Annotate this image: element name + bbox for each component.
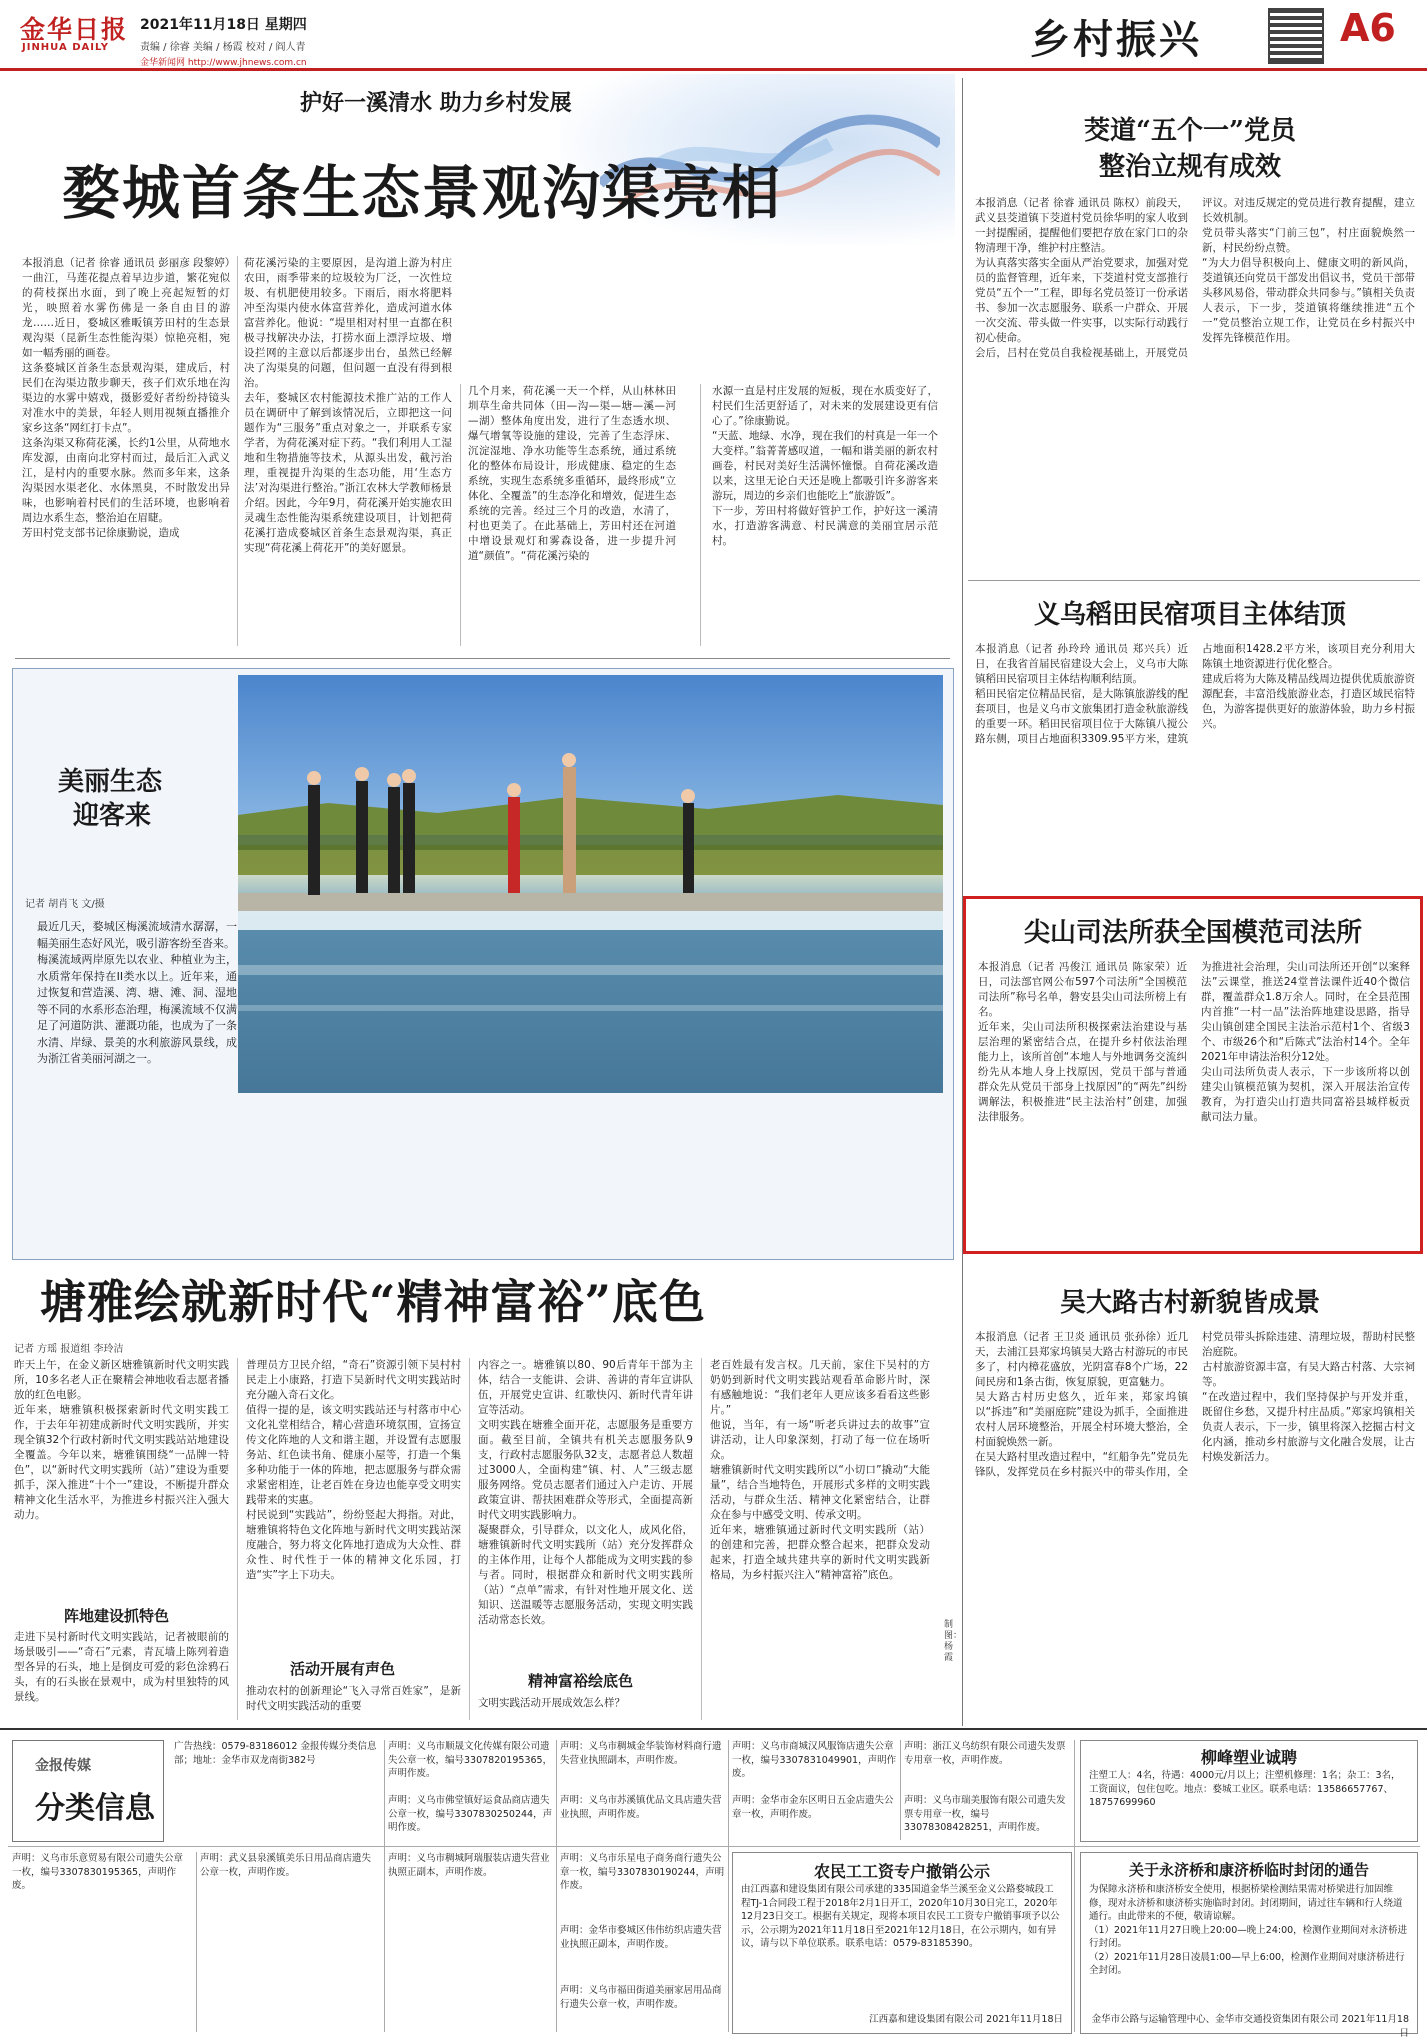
river-photo <box>238 675 943 1093</box>
classified-cell-3: 声明：义乌市稠城金华装饰材料商行遗失营业执照副本，声明作废。 <box>560 1741 722 1766</box>
lead-column-1: 本报消息（记者 徐睿 通讯员 彭丽彦 段黎婷）一曲江，马莲花提点着早边步道，繁花宛似的荷枝探出水面，到了晚上亮起短暂的灯光，映照着水雾伤佛是一条自由目的游龙……近日，婺城区雅畈镇芳田村的生态景观沟渠（昆新生态性能沟渠）惊艳亮相，宛如一幅秀丽的画卷。 这条婺城区首条生态景观沟渠，建成后，村民们在沟渠边散步聊天，孩子们欢乐地在沟渠边的水雾中嬉戏，摄影爱好者纷纷持镜头对准水中的美景，年轻人则用视频直播推介家乡这条“网红打卡点”。 这条沟渠又称荷花溪，长约1公里，从荷地水库发源，由南向北穿村而过，最后汇入武义江，是村内的重要水脉。然而多年来，这条沟渠因水渠老化、水体黑臭，不时散发出异味，也影响着村民们的生活环境，也影响着周边水系生态，整治迫在眉睫。 芳田村党支部书记徐康勤说，造成 <box>22 257 230 539</box>
bridge-notice <box>1080 1852 1418 2039</box>
tangya-column-4: 老百姓最有发言权。几天前，家住下吴村的方奶奶到新时代文明实践站观看革命影片时，深有感触地说：“我们老年人更应该多看看这些影片。” 他说，当年，有一场“听老兵讲过去的故事”宣讲活动，让人印象深刻，打动了每一位在场听众。 塘雅镇新时代文明实践所以“小切口”撬动“大能量”，结合当地特色，开展形式多样的文明实践活动，与群众生活、精神文化紧密结合，让群众在参与中感受文明、传承文明。 近年来，塘雅镇通过新时代文明实践所（站）的创建和完善，把群众整合起来，把群众发动起来，打造全域共建共享的新时代文明实践新格局，为乡村振兴注入“精神富裕”底色。 <box>710 1359 930 1581</box>
bridge-notice-text: 为保障永济桥和康济桥安全使用，根据桥梁检测结果需对桥梁进行加固维修，现对永济桥和康济桥实施临时封闭。封闭期间，请过往车辆和行人绕道通行。由此带来的不便，敬请谅解。 （1）2021年11月27日晚上20:00—晚上24:00，检测作业期间对永济桥进行封闭。 （2）2021年11月28日凌晨1:00—早上6:00，检测作业期间对康济桥进行全封闭。 <box>1089 1884 1408 1976</box>
classified-cell-8: 声明：义乌市稠城阿瑞服装店遗失营业执照正副本，声明作废。 <box>388 1853 550 1878</box>
tangya-column-3: 内容之一。塘雅镇以80、90后青年干部为主体，结合一支能讲、会讲、善讲的青年宣讲队伍，开展党史宣讲、红歌快闪、新时代青年讲宣等活动。 文明实践在塘雅全面开花，志愿服务是重要方面。截至目前，全镇共有机关志愿服务队9支，行政村志愿服务队32支，志愿者总人数超过3000人，全面构建“镇、村、人”三级志愿服务网络。党员志愿者们通过入户走访、开展政策宣讲、帮扶困难群众等形式，全面提高新时代文明实践影响力。 凝聚群众，引导群众，以文化人，成风化俗，塘雅镇新时代文明实践所（站）充分发挥群众的主体作用，让每个人都能成为文明实践的参与者。同时，根据群众和新时代文明实践所（站）“点单”需求，有针对性地开展文化、送知识、送温暖等志愿服务活动，实现文明实践活动常态长效。 <box>478 1359 693 1626</box>
photo-feature-byline: 记者 胡肖飞 文/摄 <box>25 899 105 910</box>
classified-cell-15: 声明：义乌市苏溪镇优品文具店遗失营业执照，声明作废。 <box>560 1795 722 1820</box>
lead-column-4: 水源一直是村庄发展的短板，现在水质变好了，村民们生活更舒适了，对未来的发展建设更有信心了。”徐康勤说。 “天蓝、地绿、水净，现在我们的村真是一年一个大变样。”翁菁菁感叹道，一幅和谐美丽的新农村画卷，村民对美好生活满怀憧憬。自荷花溪改造以来，这里无论白天还是晚上都吸引许多游客来游玩，周边的乡亲们也能吃上“旅游饭”。 下一步，芳田村将做好管护工作，护好这一溪清水，打造游客满意、村民满意的美丽宜居示范村。 <box>712 385 938 547</box>
article-jianshan-title: 尖山司法所获全国模范司法所 <box>1023 918 1362 948</box>
classified-cell-12: 声明：义乌市福田街道美丽家居用品商行遗失公章一枚，声明作废。 <box>560 1985 722 2010</box>
tangya-column-1b: 走进下吴村新时代文明实践站，记者被眼前的场景吸引——“奇石”元素，青瓦墙上陈列着造型各异的石头，地上是倒皮可爱的彩色涂鸦石头，有的石头嵌在景观中，成为村里独特的风景线。 <box>14 1631 229 1703</box>
wage-notice-sign: 江西嘉和建设集团有限公司 2021年11月18日 <box>869 2014 1063 2025</box>
photo-feature-caption: 最近几天，婺城区梅溪流域清水潺潺，一幅美丽生态好风光，吸引游客纷至沓来。 梅溪流域两岸原先以农业、种植业为主，水质常年保持在II类水以上。近年来，通过恢复和营造溪、湾、塘、滩、洞、湿地等不同的水系形态治理，梅溪流域不仅满足了河道防洪、灌溉功能，也成为了一条水清、岸绿、景美的水利旅游风景线，成为浙江省美丽河湖之一。 <box>37 920 237 1065</box>
lead-column-3: 几个月来，荷花溪一天一个样，从山林林田圳草生命共同体（田—沟—渠—塘—溪—河—湖）整体角度出发，进行了生态透水坝、爆气增氧等设施的建设，完善了生态浮床、沉淀湿地、净水功能等生态系统，通过系统化的整体布局设计，形成健康、稳定的生态系统，实现生态系统多重循环，最终形成“立体化、全覆盖”的生态净化和增效，促进生态系统的完善。经过三个月的改造，水清了，村也更美了。在此基础上，芳田村还在河道中增设景观灯和雾森设备，进一步提升河道“颜值”。“荷花溪污染的 <box>468 385 676 562</box>
masthead <box>0 0 1427 70</box>
tangya-subhead-2: 活动开展有声色 <box>290 1660 396 1678</box>
tangya-column-2: 普理员方卫民介绍，“奇石”资源引领下吴村村民走上小康路，打造下吴新时代文明实践站时充分融入奇石文化。 值得一提的是，该文明实践站还与村落市中心文化礼堂相结合，精心营造环境氛围，宣扬宣传文化阵地的人文和谐主题，并设置有志愿服务站、红色读书角、健康小屋等，打造一个集多种功能于一体的阵地，把志愿服务与群众需求紧密相连，让老百姓在身边也能享受文明实践带来的实惠。 村民说到“实践站”，纷纷竖起大拇指。对此，塘雅镇将特色文化阵地与新时代文明实践站深度融合，努力将文化阵地打造成为大众性、群众性、时代性于一体的精神文化乐园，打造“实”字上下功夫。 <box>246 1359 461 1581</box>
classified-cell-2: 声明：义乌市顺晟文化传媒有限公司遗失公章一枚，编号3307820195365，声明作废。 <box>388 1741 553 1779</box>
website-url[interactable]: 金华新闻网 http://www.jhnews.com.cn <box>140 58 307 68</box>
lead-article <box>0 74 955 654</box>
classified-cell-14: 声明：义乌市佛堂镇好运食品商店遗失公章一枚，编号3307830250244，声明作废。 <box>388 1795 553 1833</box>
classified-cell-6: 声明：义乌市乐意贸易有限公司遗失公章一枚，编号3307830195365，声明作废。 <box>12 1853 184 1891</box>
article-yiwu-title: 义乌稻田民宿项目主体结顶 <box>1033 600 1346 630</box>
classified-cell-4: 声明：义乌市商城汉风服饰店遗失公章一枚，编号3307831049901，声明作废。 <box>732 1741 897 1779</box>
article-jiaodao-body: 本报消息（记者 徐睿 通讯员 陈权）前段天，武义县茭道镇下茭道村党员徐华明的家人收到一封提醒函，提醒他们要把存放在家门口的杂物清理干净，维护村庄整洁。 为认真落实落实全面从严治党要求，加强对党员的监督管理，近年来，下茭道村党支部推行党员“五个一”工程，即每名党员签订一份承诺书、参加一次志愿服务、联系一户群众、开展一次交流、带头做一件实事，以实际行动践行初心使命。 会后，吕村在党员自我检视基础上，开展党员评议。对违反规定的党员进行教育提醒，建立长效机制。 党员带头落实“门前三包”，村庄面貌焕然一新，村民纷纷点赞。 “为大力倡导积极向上、健康文明的新风尚，茭道镇还向党员干部发出倡议书，党员干部带头移风易俗，带动群众共同参与。”镇相关负责人表示，下一步，茭道镇将继续推进“五个一”党员整治立规工作，让党员在乡村振兴中发挥先锋模范作用。 <box>975 197 1415 359</box>
newspaper-logo: 金华日报 <box>20 15 129 44</box>
article-wudalu-title: 吴大路古村新貌皆成景 <box>1059 1288 1320 1318</box>
tangya-column-1: 昨天上午，在金义新区塘雅镇新时代文明实践所，10多名老人正在聚精会神地收看志愿者播放的红色电影。 近年来，塘雅镇积极探索新时代文明实践工作，于去年年初建成新时代文明实践所，并实现全镇32个行政村新时代文明实践站站地建设全覆盖。今年以来，塘雅镇围绕“一品牌一特色”，以“新时代文明实践所（站）”建设为重要抓手，深入推进“十个一”建设，不断提升群众精神文化生活水平，为推进乡村振兴注入强大动力。 <box>14 1359 229 1521</box>
issue-date: 2021年11月18日 星期四 <box>140 17 307 33</box>
article-yiwu-body: 本报消息（记者 孙玲玲 通讯员 郑兴兵）近日，在我省首届民宿建设大会上，义乌市大陈镇稻田民宿项目主体结构顺利结顶。 稻田民宿定位精品民宿，是大陈镇旅游线的配套项目，也是义乌市文旅集团打造金秋旅游线的重要一环。稻田民宿项目位于大陈镇八搅公路东侧，项目占地面积3309.95平方米，建筑占地面积1428.2平方米，该项目充分利用大陈镇土地资源进行优化整合。 建成后将为大陈及精品线周边提供优质旅游资源配套，丰富沿线旅游业态，打造区域民宿特色，为游客提供更好的旅游体验，助力乡村振兴。 <box>975 643 1415 745</box>
classified-cell-9: 声明：义乌市乐星电子商务商行遗失公章一枚，编号3307830190244，声明作废。 <box>560 1853 725 1891</box>
recruit-ad-title: 柳峰塑业诚聘 <box>1200 1748 1297 1767</box>
classified-cell-13: 声明：金华市金东区明日五金店遗失公章一枚，声明作废。 <box>732 1795 894 1820</box>
wage-notice <box>732 1852 1072 2034</box>
article-jianshan-body: 本报消息（记者 冯俊江 通讯员 陈家荣）近日，司法部官网公布597个司法所“全国模范司法所”称号名单，磐安县尖山司法所榜上有名。 近年来，尖山司法所积极探索法治建设与基层治理的紧密结合点，在提升乡村依法治理能力上，该所首创“本地人与外地调务交流纠纷先从本地人身上找原因，党员干部与普通群众先从党员干部身上找原因”的“两先”纠纷调解法，积极推进“民主法治村”创建，加强法律服务。 为推进社会治理，尖山司法所还开创“以案释法”云课堂，推送24堂普法课件近40个微信群，覆盖群众1.8万余人。同时，在全县范围内首推“一村一品”法治阵地建设思路，指导尖山镇创建全国民主法治示范村1个、省级3个、市级26个和“后陈式”法治村14个。全年2021年申请法治积分12处。 尖山司法所负责人表示，下一步该所将以创建尖山镇模范镇为契机，深入开展法治宣传教育，为打造尖山打造共同富裕县城样板贡献司法力量。 <box>978 961 1410 1123</box>
article-jiaodao-title-1: 茭道“五个一”党员 <box>1084 116 1296 146</box>
photo-feature-title-1: 美丽生态 <box>58 767 163 797</box>
editor-credits: 责编 / 徐睿 美编 / 杨霞 校对 / 阎人青 <box>140 42 306 53</box>
photo-feature <box>12 668 954 1260</box>
wudalu-photo-caption: 制图：杨霞 <box>944 1620 963 1663</box>
tangya-subhead-3: 精神富裕绘底色 <box>528 1672 634 1690</box>
bridge-notice-title: 关于永济桥和康济桥临时封闭的通告 <box>1128 1861 1369 1879</box>
bridge-notice-sign: 金华市公路与运输管理中心、金华市交通投资集团有限公司 2021年11月18日 <box>1091 2014 1409 2039</box>
classified-cell-1: 广告热线：0579-83186012 金报传媒分类信息部；地址：金华市双龙南街382号 <box>174 1741 377 1766</box>
lead-kicker: 护好一溪清水 助力乡村发展 <box>300 90 572 116</box>
classified-cell-10: 声明：义乌市瑞美服饰有限公司遗失发票专用章一枚，编号33078308428251，声明作废。 <box>904 1795 1066 1833</box>
section-name: 乡村振兴 <box>1030 16 1202 63</box>
page-number: A6 <box>1340 6 1396 50</box>
recruit-ad-text: 注塑工人：4名，待遇：4000元/月以上；注塑机修理：1名；杂工：3名，工资面议，包住包吃。地点：婺城工业区。联系电话：13586657767、18757699960 <box>1089 1770 1401 1808</box>
classified-cell-7: 声明：武义县泉溪镇美乐日用品商店遗失公章一枚，声明作废。 <box>200 1853 372 1878</box>
classified-badge-main: 分类信息 <box>35 1791 155 1826</box>
article-jiaodao-title-2: 整治立规有成效 <box>1098 152 1281 182</box>
tangya-column-2b: 推动农村的创新理论“飞入寻常百姓家”，是新时代文明实践活动的重要 <box>246 1685 461 1712</box>
classified-cell-5: 声明：浙江义乌纺织有限公司遗失发票专用章一枚，声明作废。 <box>904 1741 1066 1766</box>
classified-section <box>8 1734 1420 2039</box>
tangya-subhead-1: 阵地建设抓特色 <box>64 1607 170 1625</box>
recruit-ad <box>1080 1740 1418 1842</box>
classified-badge <box>12 1740 164 1842</box>
wage-notice-text: 由江西嘉和建设集团有限公司承建的335国道金华兰溪至金义公路婺城段工程TJ-1合同段工程于2018年2月1日开工，2020年10月30日完工，2020年12月23日交工。根据有关规定，现将本项目农民工工资专户撤销事项予以公示，公示期为2021年11月18日至2021年12月18日，在公示期内，如有异议，请与以下单位联系。联系电话：0579-83185390。 <box>741 1884 1060 1949</box>
photo-feature-title-2: 迎客来 <box>73 801 152 831</box>
wage-notice-title: 农民工工资专户撤销公示 <box>813 1862 990 1881</box>
newspaper-logo-en: JINHUA DAILY <box>22 42 110 53</box>
article-wudalu-body: 本报消息（记者 王卫炎 通讯员 张孙徐）近几天，去浦江县郑家坞镇吴大路古村游玩的市民多了，村内樟花盛放，光阴富春8个广场，22间民房和1条古街，恢复原貌，更富魅力。 吴大路古村历史悠久，近年来，郑家坞镇以“拆违”和“美丽庭院”建设为抓手，全面推进农村人居环境整治，开展全村环境大整治，全村面貌焕然一新。 在吴大路村里改造过程中，“红船争先”党员先锋队，发挥党员在乡村振兴中的带头作用，全村党员带头拆除违建、清理垃圾，帮助村民整治庭院。 古村旅游资源丰富，有吴大路古村落、大宗祠等。 “在改造过程中，我们坚持保护与开发并重，既留住乡愁，又提升村庄品质。”郑家坞镇相关负责人表示，下一步，镇里将深入挖掘古村文化内涵，推动乡村旅游与文化融合发展，让古村焕发新活力。 <box>975 1331 1415 1478</box>
tangya-byline: 记者 方瑶 报道组 李玲洁 <box>14 1344 124 1355</box>
lead-column-2: 荷花溪污染的主要原因，是沟道上游为村庄农田，雨季带来的垃圾较为厂泛，一次性垃圾、有机肥使用较多。下雨后，雨水将肥料冲至沟渠内使水体富营养化，造成河道水体富营养化。他说：“堤里相对村里一直都在积极寻找解决办法，打捞水面上漂浮垃圾、增设拦网的主意以后都逐步出台，虽然已经解决了沟渠臭的问题，但问题一直没有得到根治。 去年，婺城区农村能源技术推广站的工作人员在调研中了解到该情况后，立即把这一问题作为“三服务”重点对象之一，并联系专家学者，为荷花溪对症下药。“我们利用人工湿地和生物措施等技术，从源头出发，截污治理，重视提升沟渠的生态功能，用‘生态方法’对沟渠进行整治。”浙江农林大学教师杨景介绍。因此，今年9月，荷花溪开始实施农田灵魂生态性能沟渠系统建设项目，计划把荷花溪打造成婺城区首条生态景观沟渠，真正实现“荷花溪上荷花开”的美好愿景。 <box>244 257 452 554</box>
tangya-column-3b: 文明实践活动开展成效怎么样？ <box>478 1697 625 1709</box>
classified-cell-11: 声明：金华市婺城区伟伟纺织店遗失营业执照正副本，声明作废。 <box>560 1925 722 1950</box>
qr-code-icon <box>1268 8 1324 64</box>
tangya-headline: 塘雅绘就新时代“精神富裕”底色 <box>40 1275 706 1329</box>
classified-badge-top: 金报传媒 <box>35 1758 91 1774</box>
lead-headline: 婺城首条生态景观沟渠亮相 <box>62 159 783 227</box>
